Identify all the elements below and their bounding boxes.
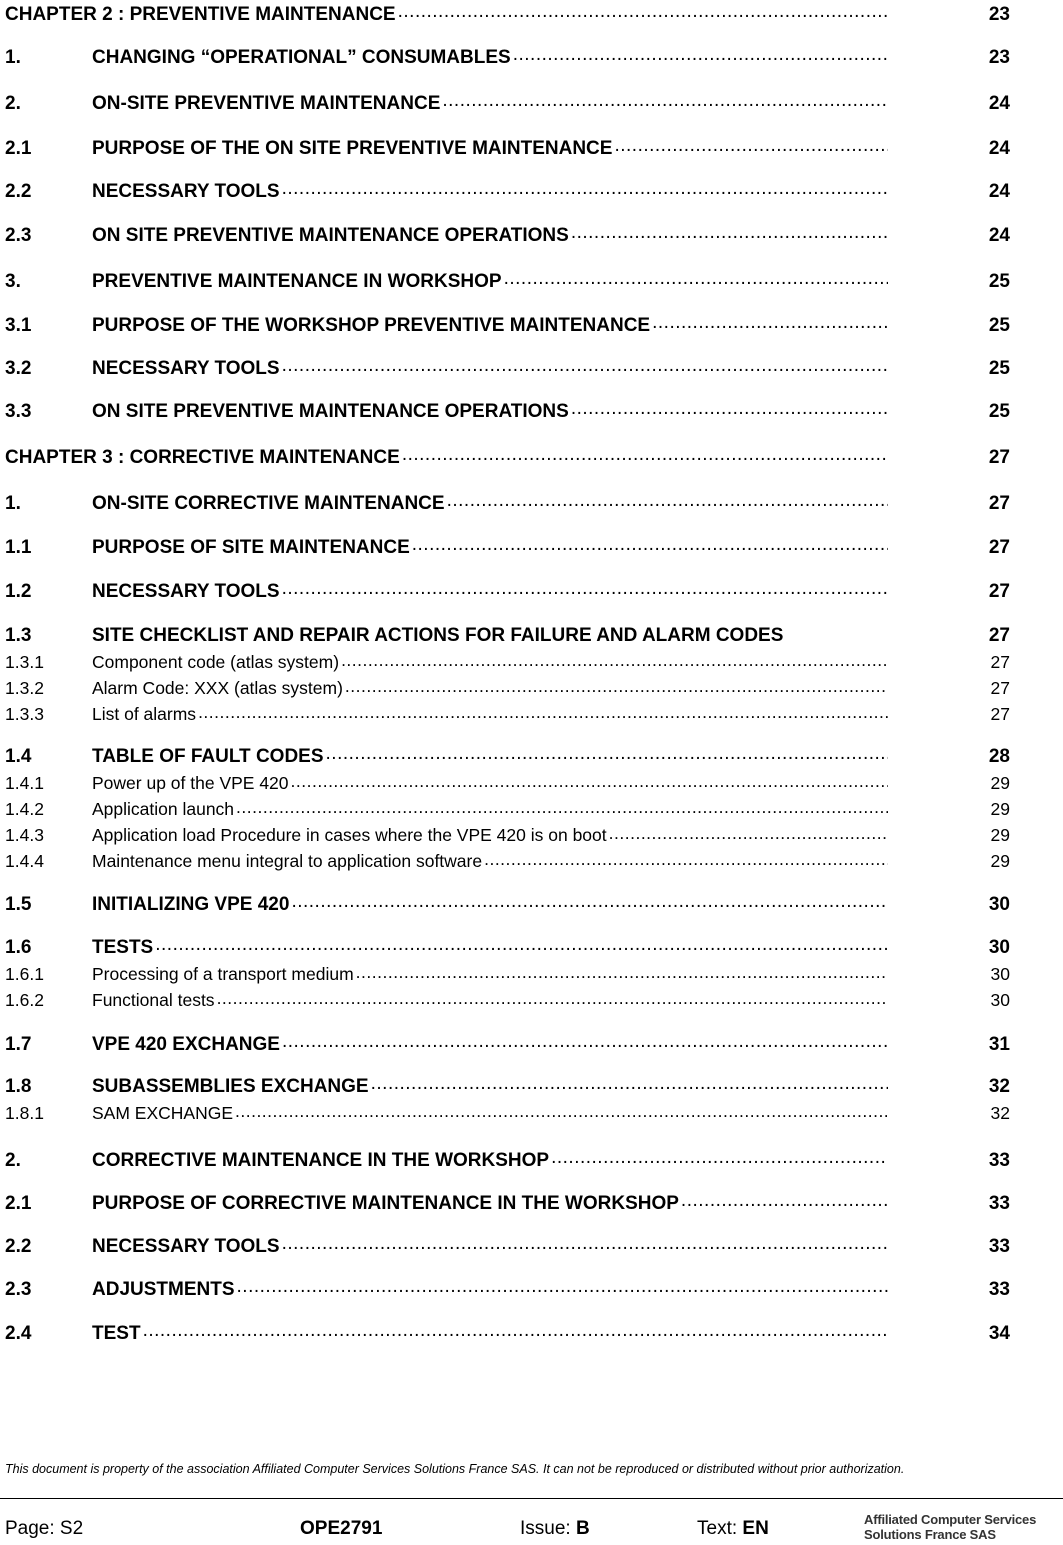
toc-dot-leader xyxy=(289,771,888,789)
toc-entry[interactable] xyxy=(5,891,1010,915)
toc-entry-page: 27 xyxy=(990,703,1010,724)
toc-entry-title: ON SITE PREVENTIVE MAINTENANCE OPERATIONS xyxy=(92,401,569,422)
toc-dot-leader xyxy=(607,823,888,841)
toc-entry-number: 1.4.3 xyxy=(5,824,44,845)
toc-entry[interactable] xyxy=(5,268,1010,292)
toc-entry-page: 25 xyxy=(988,315,1010,336)
toc-entry[interactable] xyxy=(5,534,1010,558)
toc-dot-leader xyxy=(280,578,888,597)
company-name-line1: Affiliated Computer Services xyxy=(864,1512,1037,1527)
toc-dot-leader xyxy=(679,1190,888,1209)
toc-entry-title: Component code (atlas system) xyxy=(92,651,340,672)
text-value: EN xyxy=(742,1518,769,1539)
toc-dot-leader xyxy=(549,1147,888,1166)
toc-entry-title: TEST xyxy=(92,1323,141,1344)
toc-entry-number: 2.3 xyxy=(5,225,32,246)
toc-entry-number: 2. xyxy=(5,1150,21,1171)
toc-entry-title: PURPOSE OF SITE MAINTENANCE xyxy=(92,537,410,558)
toc-entry-number: 1.3 xyxy=(5,625,32,646)
company-name-line2: Solutions France SAS xyxy=(864,1527,996,1542)
toc-entry[interactable] xyxy=(5,135,1010,159)
toc-entry-page: 23 xyxy=(988,47,1010,68)
toc-entry-number: 2.4 xyxy=(5,1323,32,1344)
toc-entry-title: TABLE OF FAULT CODES xyxy=(92,746,324,767)
toc-entry-number: 1. xyxy=(5,47,21,68)
toc-entry-page: 30 xyxy=(988,937,1010,958)
toc-dot-leader xyxy=(233,1101,888,1119)
toc-entry[interactable] xyxy=(5,90,1010,114)
toc-dot-leader xyxy=(369,1073,888,1092)
toc-entry-number: 1. xyxy=(5,493,21,514)
toc-entry-number: 3.2 xyxy=(5,358,32,379)
toc-entry[interactable] xyxy=(5,650,1010,672)
toc-dot-leader xyxy=(235,1276,888,1295)
toc-entry-title: TESTS xyxy=(92,937,154,958)
toc-entry-number: 1.8.1 xyxy=(5,1102,44,1123)
toc-entry-number: 2.1 xyxy=(5,1193,32,1214)
toc-entry-title: NECESSARY TOOLS xyxy=(92,581,280,602)
toc-dot-leader xyxy=(502,268,888,287)
toc-entry-number: 1.4.2 xyxy=(5,798,44,819)
toc-entry[interactable] xyxy=(5,444,1010,468)
toc-entry-title: ON-SITE PREVENTIVE MAINTENANCE xyxy=(92,93,441,114)
toc-entry-number: 3. xyxy=(5,271,21,292)
toc-entry-title: CHAPTER 2 : PREVENTIVE MAINTENANCE xyxy=(5,4,396,25)
copyright-notice: This document is property of the association Affiliated Computer Services Solutions France SAS. It can not be reproduced or distributed without prior authorization. xyxy=(5,1462,905,1476)
document-reference: OPE2791 xyxy=(300,1518,383,1539)
toc-entry-page: 27 xyxy=(990,651,1010,672)
toc-entry-page: 28 xyxy=(988,746,1010,767)
toc-entry-title: ON SITE PREVENTIVE MAINTENANCE OPERATIONS xyxy=(92,225,569,246)
toc-entry[interactable] xyxy=(5,178,1010,202)
toc-dot-leader xyxy=(153,934,888,953)
toc-entry-number: 1.3.2 xyxy=(5,677,44,698)
toc-entry[interactable] xyxy=(5,44,1010,68)
toc-entry-title: NECESSARY TOOLS xyxy=(92,181,280,202)
toc-entry-number: 1.4.1 xyxy=(5,772,44,793)
toc-entry-title: CHANGING “OPERATIONAL” CONSUMABLES xyxy=(92,47,511,68)
toc-dot-leader xyxy=(280,1031,888,1050)
toc-entry-number: 1.7 xyxy=(5,1034,32,1055)
toc-entry-number: 3.1 xyxy=(5,315,32,336)
toc-dot-leader xyxy=(650,312,888,331)
toc-entry-page: 29 xyxy=(990,824,1010,845)
toc-entry-title: Power up of the VPE 420 xyxy=(92,772,289,793)
toc-dot-leader xyxy=(280,1233,888,1252)
toc-dot-leader xyxy=(196,702,888,720)
toc-entry-number: 1.3.3 xyxy=(5,703,44,724)
toc-entry[interactable] xyxy=(5,1233,1010,1257)
toc-dot-leader xyxy=(410,534,888,553)
toc-entry[interactable] xyxy=(5,962,1010,984)
toc-entry-title: SUBASSEMBLIES EXCHANGE xyxy=(92,1076,369,1097)
toc-entry-number: 2.1 xyxy=(5,138,32,159)
toc-dot-leader xyxy=(215,988,888,1006)
toc-entry-title: PURPOSE OF CORRECTIVE MAINTENANCE IN THE WORKSHOP xyxy=(92,1193,679,1214)
toc-dot-leader xyxy=(396,1,888,20)
text-language-info xyxy=(697,1518,769,1540)
toc-entry[interactable] xyxy=(5,797,1010,819)
toc-entry-number: 2.2 xyxy=(5,1236,32,1257)
toc-entry-title: INITIALIZING VPE 420 xyxy=(92,894,290,915)
toc-entry-title: SITE CHECKLIST AND REPAIR ACTIONS FOR FAILURE AND ALARM CODES xyxy=(92,625,784,646)
toc-entry-number: 1.6 xyxy=(5,937,32,958)
toc-entry-page: 27 xyxy=(988,581,1010,602)
toc-entry-page: 30 xyxy=(988,894,1010,915)
toc-entry-page: 24 xyxy=(988,138,1010,159)
toc-dot-leader xyxy=(339,650,888,668)
toc-entry-title: List of alarms xyxy=(92,703,197,724)
toc-entry[interactable] xyxy=(5,1073,1010,1097)
toc-entry-title: Processing of a transport medium xyxy=(92,963,354,984)
toc-entry[interactable] xyxy=(5,1031,1010,1055)
toc-entry[interactable] xyxy=(5,743,1010,767)
footer-divider xyxy=(0,1498,1063,1499)
toc-entry-number: 1.8 xyxy=(5,1076,32,1097)
toc-entry[interactable] xyxy=(5,702,1010,724)
toc-entry-page: 31 xyxy=(988,1034,1010,1055)
toc-entry-number: 1.1 xyxy=(5,537,32,558)
page-footer xyxy=(0,1510,1063,1545)
toc-entry[interactable] xyxy=(5,823,1010,845)
toc-entry-page: 25 xyxy=(988,271,1010,292)
toc-entry-title: ON-SITE CORRECTIVE MAINTENANCE xyxy=(92,493,445,514)
issue-value: B xyxy=(575,1518,590,1539)
toc-entry-page: 25 xyxy=(988,401,1010,422)
toc-entry-page: 27 xyxy=(988,493,1010,514)
toc-entry-page: 25 xyxy=(988,358,1010,379)
toc-entry-title: CORRECTIVE MAINTENANCE IN THE WORKSHOP xyxy=(92,1150,550,1171)
toc-entry[interactable] xyxy=(5,988,1010,1010)
toc-entry-page: 29 xyxy=(990,798,1010,819)
toc-entry-page: 27 xyxy=(990,677,1010,698)
toc-entry-title: PURPOSE OF THE WORKSHOP PREVENTIVE MAINTENANCE xyxy=(92,315,651,336)
toc-entry-page: 30 xyxy=(990,963,1010,984)
toc-entry-title: PREVENTIVE MAINTENANCE IN WORKSHOP xyxy=(92,271,502,292)
toc-entry[interactable] xyxy=(5,578,1010,602)
toc-entry-title: CHAPTER 3 : CORRECTIVE MAINTENANCE xyxy=(5,447,400,468)
toc-entry[interactable] xyxy=(5,222,1010,246)
toc-dot-leader xyxy=(400,444,888,463)
toc-entry-title: NECESSARY TOOLS xyxy=(92,358,280,379)
toc-dot-leader xyxy=(280,178,888,197)
toc-entry[interactable] xyxy=(5,1,1010,25)
toc-entry-title: Application load Procedure in cases where the VPE 420 is on boot xyxy=(92,824,607,845)
toc-entry[interactable] xyxy=(5,771,1010,793)
toc-entry-title: NECESSARY TOOLS xyxy=(92,1236,280,1257)
toc-dot-leader xyxy=(783,622,972,641)
toc-entry-page: 24 xyxy=(988,181,1010,202)
toc-dot-leader xyxy=(511,44,888,63)
toc-entry[interactable] xyxy=(5,1320,1010,1344)
toc-entry-page: 29 xyxy=(990,772,1010,793)
toc-entry[interactable] xyxy=(5,1276,1010,1300)
toc-dot-leader xyxy=(324,743,888,762)
toc-entry-number: 1.6.2 xyxy=(5,989,44,1010)
toc-entry[interactable] xyxy=(5,355,1010,379)
toc-dot-leader xyxy=(354,962,888,980)
toc-entry-number: 1.3.1 xyxy=(5,651,44,672)
toc-dot-leader xyxy=(141,1320,888,1339)
issue-label: Issue: xyxy=(520,1518,576,1539)
toc-entry-title: VPE 420 EXCHANGE xyxy=(92,1034,280,1055)
toc-dot-leader xyxy=(234,797,888,815)
toc-entry-title: Application launch xyxy=(92,798,235,819)
toc-entry-number: 1.6.1 xyxy=(5,963,44,984)
company-logo-text xyxy=(864,1512,1063,1542)
toc-entry[interactable] xyxy=(5,1147,1010,1171)
toc-entry[interactable] xyxy=(5,934,1010,958)
toc-entry-title: SAM EXCHANGE xyxy=(92,1102,233,1123)
toc-entry-page: 34 xyxy=(988,1323,1010,1344)
toc-entry-page: 24 xyxy=(988,93,1010,114)
toc-entry-page: 27 xyxy=(988,537,1010,558)
toc-entry-page: 23 xyxy=(988,4,1010,25)
toc-entry-title: Functional tests xyxy=(92,989,215,1010)
toc-entry-number: 3.3 xyxy=(5,401,32,422)
toc-entry-page: 32 xyxy=(988,1076,1010,1097)
toc-entry[interactable] xyxy=(5,622,1010,646)
toc-entry-page: 33 xyxy=(988,1193,1010,1214)
toc-entry[interactable] xyxy=(5,849,1010,871)
toc-entry-number: 1.4 xyxy=(5,746,32,767)
toc-entry-page: 33 xyxy=(988,1236,1010,1257)
toc-entry[interactable] xyxy=(5,490,1010,514)
toc-entry-title: PURPOSE OF THE ON SITE PREVENTIVE MAINTENANCE xyxy=(92,138,613,159)
toc-dot-leader xyxy=(343,676,888,694)
toc-dot-leader xyxy=(289,891,888,910)
toc-entry-number: 2. xyxy=(5,93,21,114)
text-label: Text: xyxy=(697,1518,743,1539)
toc-entry-number: 2.3 xyxy=(5,1279,32,1300)
toc-entry-number: 2.2 xyxy=(5,181,32,202)
toc-entry-page: 33 xyxy=(988,1150,1010,1171)
toc-entry-number: 1.5 xyxy=(5,894,32,915)
toc-dot-leader xyxy=(482,849,888,867)
toc-dot-leader xyxy=(569,398,888,417)
page-number: Page: S2 xyxy=(5,1518,84,1539)
toc-dot-leader xyxy=(280,355,888,374)
toc-entry-page: 30 xyxy=(990,989,1010,1010)
toc-entry-title: Alarm Code: XXX (atlas system) xyxy=(92,677,343,698)
toc-entry[interactable] xyxy=(5,1190,1010,1214)
toc-dot-leader xyxy=(569,222,888,241)
toc-dot-leader xyxy=(445,490,888,509)
toc-entry-title: ADJUSTMENTS xyxy=(92,1279,235,1300)
issue-info xyxy=(520,1518,590,1540)
toc-entry-page: 33 xyxy=(988,1279,1010,1300)
toc-entry-page: 24 xyxy=(988,225,1010,246)
toc-entry-page: 27 xyxy=(988,625,1010,646)
toc-entry-page: 27 xyxy=(988,447,1010,468)
toc-entry-title: Maintenance menu integral to application software xyxy=(92,850,483,871)
toc-entry-page: 32 xyxy=(990,1102,1010,1123)
toc-entry[interactable] xyxy=(5,398,1010,422)
toc-entry[interactable] xyxy=(5,676,1010,698)
toc-entry-page: 29 xyxy=(990,850,1010,871)
toc-dot-leader xyxy=(612,135,888,154)
toc-entry-number: 1.2 xyxy=(5,581,32,602)
toc-entry[interactable] xyxy=(5,1101,1010,1123)
toc-entry-number: 1.4.4 xyxy=(5,850,44,871)
toc-dot-leader xyxy=(440,90,888,109)
toc-entry[interactable] xyxy=(5,312,1010,336)
